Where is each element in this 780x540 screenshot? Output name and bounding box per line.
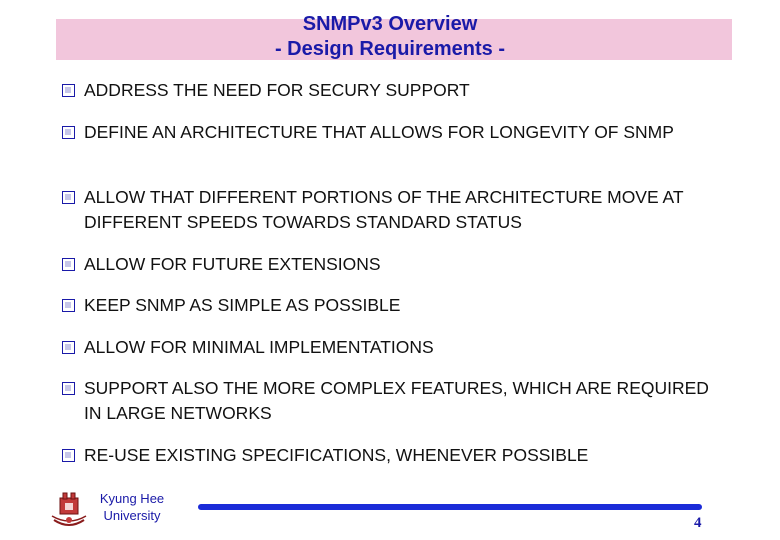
checkbox-square-icon bbox=[62, 84, 75, 97]
university-line-1: Kyung Hee bbox=[99, 491, 165, 506]
bullet-text: ALLOW FOR MINIMAL IMPLEMENTATIONS bbox=[84, 337, 434, 357]
bullet-text: ALLOW THAT DIFFERENT PORTIONS OF THE ARCHITECTURE MOVE AT DIFFERENT SPEEDS TOWARDS STANDARD STATUS bbox=[84, 187, 684, 232]
title-line-2: - Design Requirements - bbox=[274, 38, 506, 60]
bullet-text: RE-USE EXISTING SPECIFICATIONS, WHENEVER POSSIBLE bbox=[84, 445, 589, 465]
university-crest-icon bbox=[48, 490, 90, 533]
bullet-item bbox=[62, 376, 724, 426]
checkbox-square-icon bbox=[62, 191, 75, 204]
bullet-item bbox=[62, 252, 724, 277]
bullet-item bbox=[62, 443, 724, 468]
bullet-item bbox=[62, 120, 724, 145]
checkbox-square-icon bbox=[62, 341, 75, 354]
page-number: 4 bbox=[694, 515, 702, 531]
bullet-item bbox=[62, 185, 724, 235]
bullet-text: ALLOW FOR FUTURE EXTENSIONS bbox=[84, 254, 381, 274]
checkbox-square-icon bbox=[62, 126, 75, 139]
bullet-text: ADDRESS THE NEED FOR SECURY SUPPORT bbox=[84, 80, 470, 100]
bullet-text: DEFINE AN ARCHITECTURE THAT ALLOWS FOR LONGEVITY OF SNMP bbox=[84, 122, 674, 142]
footer-divider bbox=[198, 504, 702, 510]
bullet-text: KEEP SNMP AS SIMPLE AS POSSIBLE bbox=[84, 295, 401, 315]
checkbox-square-icon bbox=[62, 258, 75, 271]
bullet-text: SUPPORT ALSO THE MORE COMPLEX FEATURES, WHICH ARE REQUIRED IN LARGE NETWORKS bbox=[84, 378, 709, 423]
slide-title bbox=[0, 12, 780, 62]
university-line-2: University bbox=[103, 508, 161, 523]
bullet-item bbox=[62, 78, 724, 103]
checkbox-square-icon bbox=[62, 299, 75, 312]
checkbox-square-icon bbox=[62, 449, 75, 462]
bullet-item bbox=[62, 335, 724, 360]
bullet-item bbox=[62, 293, 724, 318]
checkbox-square-icon bbox=[62, 382, 75, 395]
title-line-1: SNMPv3 Overview bbox=[302, 13, 478, 35]
university-name bbox=[92, 490, 172, 524]
